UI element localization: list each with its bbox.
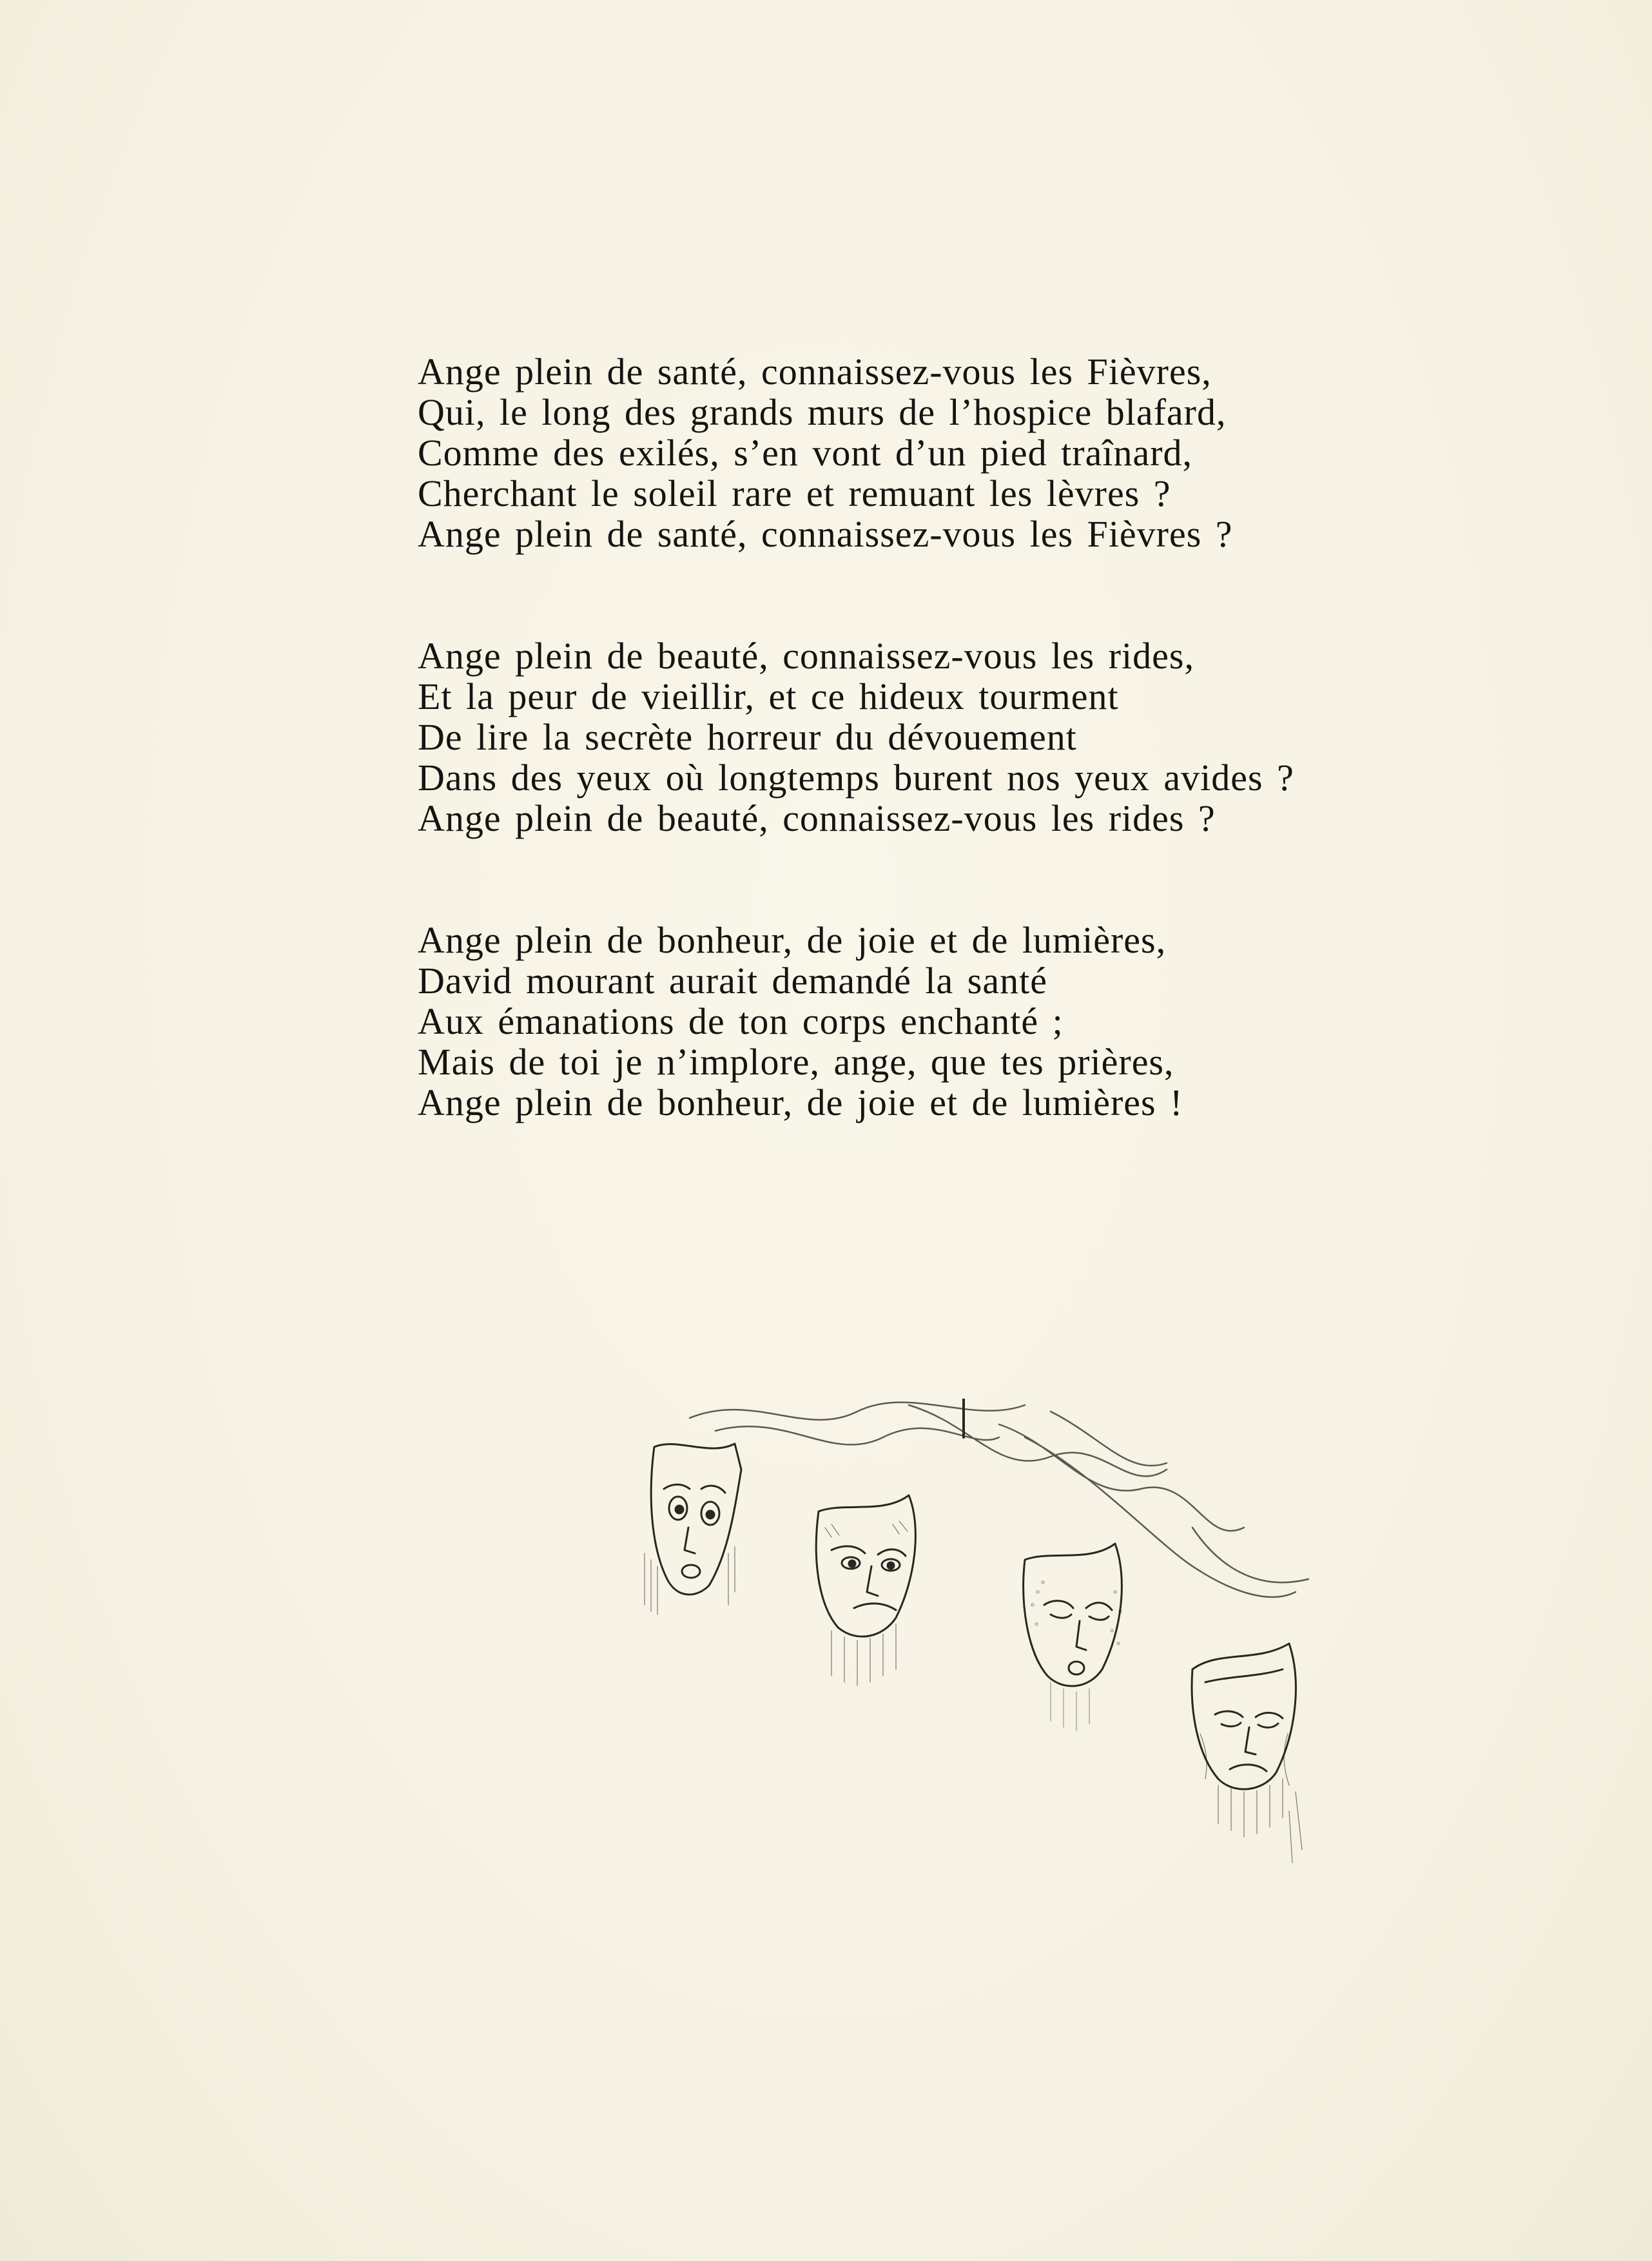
poem-line: Ange plein de beauté, connaissez-vous les rides ? — [418, 797, 1216, 839]
mask-2 — [816, 1495, 915, 1685]
poem-line: Ange plein de beauté, connaissez-vous les rides, — [418, 635, 1194, 677]
stanza-1 — [418, 351, 1552, 554]
poem-line: Ange plein de santé, connaissez-vous les Fièvres ? — [418, 513, 1233, 555]
stanza-3 — [418, 920, 1552, 1123]
poem-line: Mais de toi je n’implore, ange, que tes prières, — [418, 1041, 1174, 1083]
stanza-2 — [418, 636, 1552, 839]
poem-line: De lire la secrète horreur du dévouement — [418, 716, 1077, 758]
mask-1 — [645, 1444, 741, 1615]
poem-line: Dans des yeux où longtemps burent nos yeux avides ? — [418, 757, 1294, 799]
masks-engraving-icon — [638, 1399, 1412, 1914]
poem-line: Ange plein de santé, connaissez-vous les Fièvres, — [418, 351, 1212, 393]
poem-line: David mourant aurait demandé la santé — [418, 960, 1047, 1002]
poem-line: Comme des exilés, s’en vont d’un pied traînard, — [418, 432, 1193, 474]
poem-line: Ange plein de bonheur, de joie et de lumières, — [418, 919, 1167, 961]
poem-line: Ange plein de bonheur, de joie et de lumières ! — [418, 1082, 1183, 1123]
ribbon-strings — [690, 1402, 1308, 1597]
mask-3 — [1024, 1544, 1122, 1731]
poem-line: Et la peur de vieillir, et ce hideux tourment — [418, 675, 1119, 717]
poem — [418, 351, 1552, 1123]
poem-line: Aux émanations de ton corps enchanté ; — [418, 1000, 1064, 1042]
mask-4 — [1192, 1644, 1302, 1863]
poem-line: Qui, le long des grands murs de l’hospice blafard, — [418, 391, 1227, 433]
poem-line: Cherchant le soleil rare et remuant les lèvres ? — [418, 472, 1171, 514]
